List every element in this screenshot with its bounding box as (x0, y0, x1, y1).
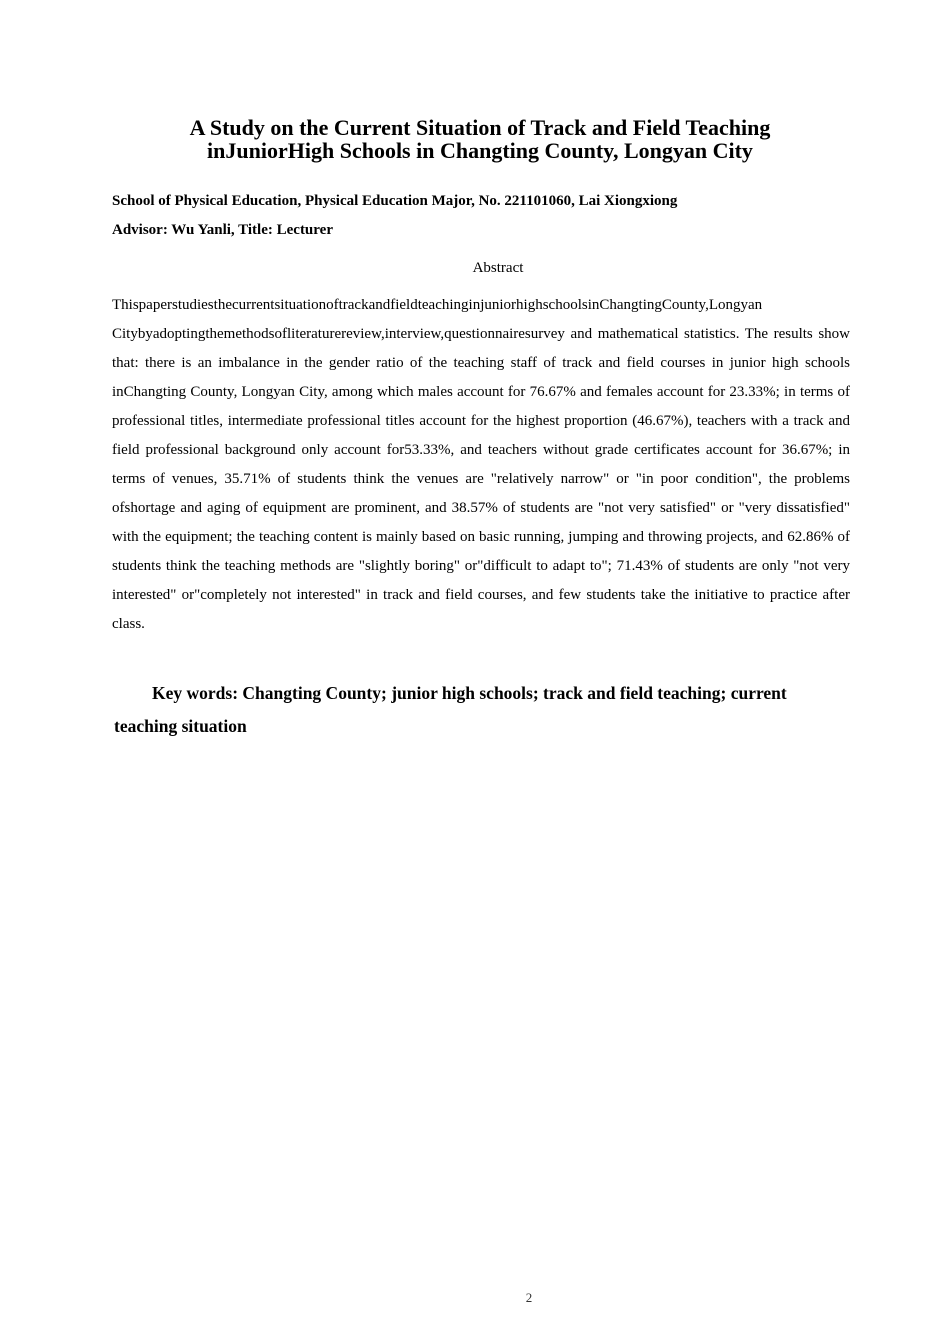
advisor-info: Advisor: Wu Yanli, Title: Lecturer (112, 222, 333, 238)
author-affiliation: School of Physical Education, Physical Education Major, No. 221101060, Lai Xiongxiong (112, 193, 678, 209)
paper-title-line-2: inJuniorHigh Schools in Changting County, Longyan City (207, 138, 753, 163)
abstract-body (112, 291, 850, 639)
abstract-heading: Abstract (472, 260, 524, 276)
abstract-line-2: Citybyadoptingthemethodsofliteraturereview,interview,questionnairesurvey and mathematical statistics. The results show that: there is an imbalance in the gender ratio of the teaching staff of track and field courses in junior high schools inChangting County, Longyan City, among which males account for 76.67% and females account for 23.33%; in terms of professional titles, intermediate professional titles account for the highest proportion (46.67%), teachers with a track and field professional background only account for53.33%, and teachers without grade certificates account for 36.67%; in terms of venues, 35.71% of students think the venues are "relatively narrow" or "in poor condition", the problems ofshortage and aging of equipment are prominent, and 38.57% of students are "not very satisfied" or "very dissatisfied" with the equipment; the teaching content is mainly based on basic running, jumping and throwing projects, and 62.86% of students think the teaching methods are "slightly boring" or"difficult to adapt to"; 71.43% of students are only "not very interested" or"completely not interested" in track and field courses, and few students take the initiative to practice after class. (112, 326, 850, 632)
keywords: Key words: Changting County; junior high schools; track and field teaching; current teaching situation (114, 683, 787, 736)
page-number: 2 (525, 1290, 533, 1305)
paper-title-line-1: A Study on the Current Situation of Track and Field Teaching (189, 115, 771, 140)
paper-title (100, 116, 860, 162)
abstract-line-1: ThispaperstudiesthecurrentsituationoftrackandfieldteachinginjuniorhighschoolsinChangtingCounty,Longyan (112, 297, 763, 313)
